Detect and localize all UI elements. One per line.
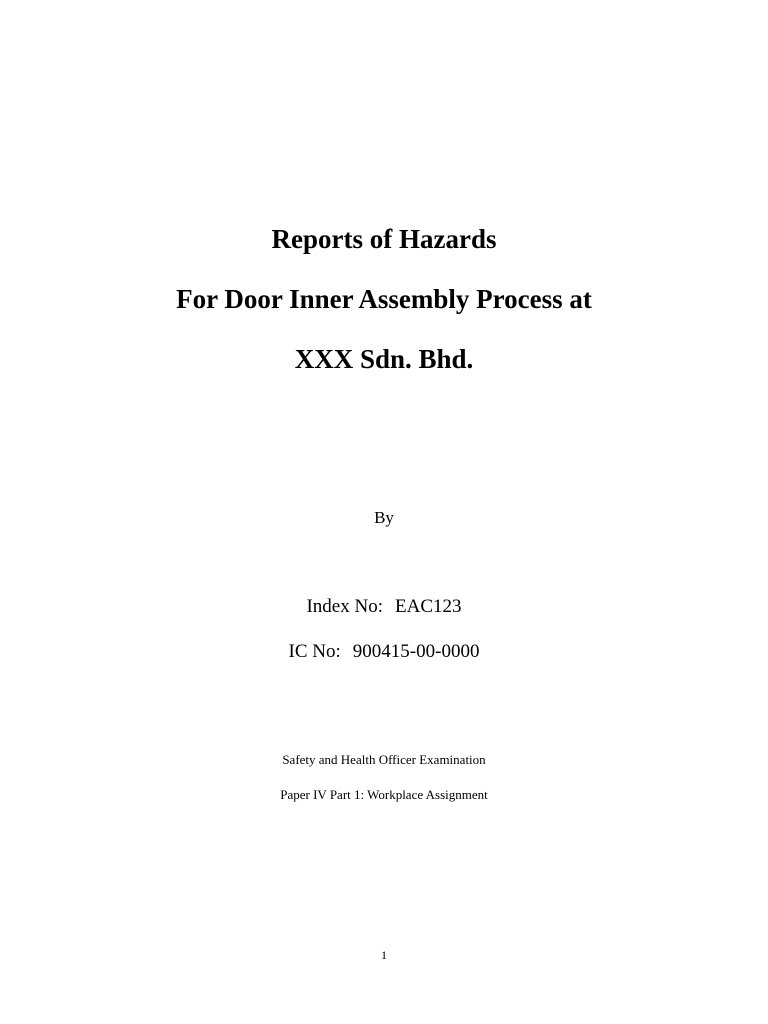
assignment-name: Paper IV Part 1: Workplace Assignment xyxy=(280,787,488,802)
company-name: XXX Sdn. Bhd. xyxy=(294,344,474,374)
ic-number-value: 900415-00-0000 xyxy=(352,641,480,662)
ic-number-row xyxy=(0,641,768,663)
page-number: 1 xyxy=(381,948,387,962)
byline: By xyxy=(374,508,394,527)
ic-number-label: IC No: xyxy=(288,641,341,662)
report-subtitle: For Door Inner Assembly Process at xyxy=(176,284,592,314)
index-number-row xyxy=(0,596,768,618)
exam-name: Safety and Health Officer Examination xyxy=(282,752,486,767)
index-number-label: Index No: xyxy=(306,596,383,617)
report-title: Reports of Hazards xyxy=(271,224,497,254)
index-number-value: EAC123 xyxy=(395,596,462,617)
